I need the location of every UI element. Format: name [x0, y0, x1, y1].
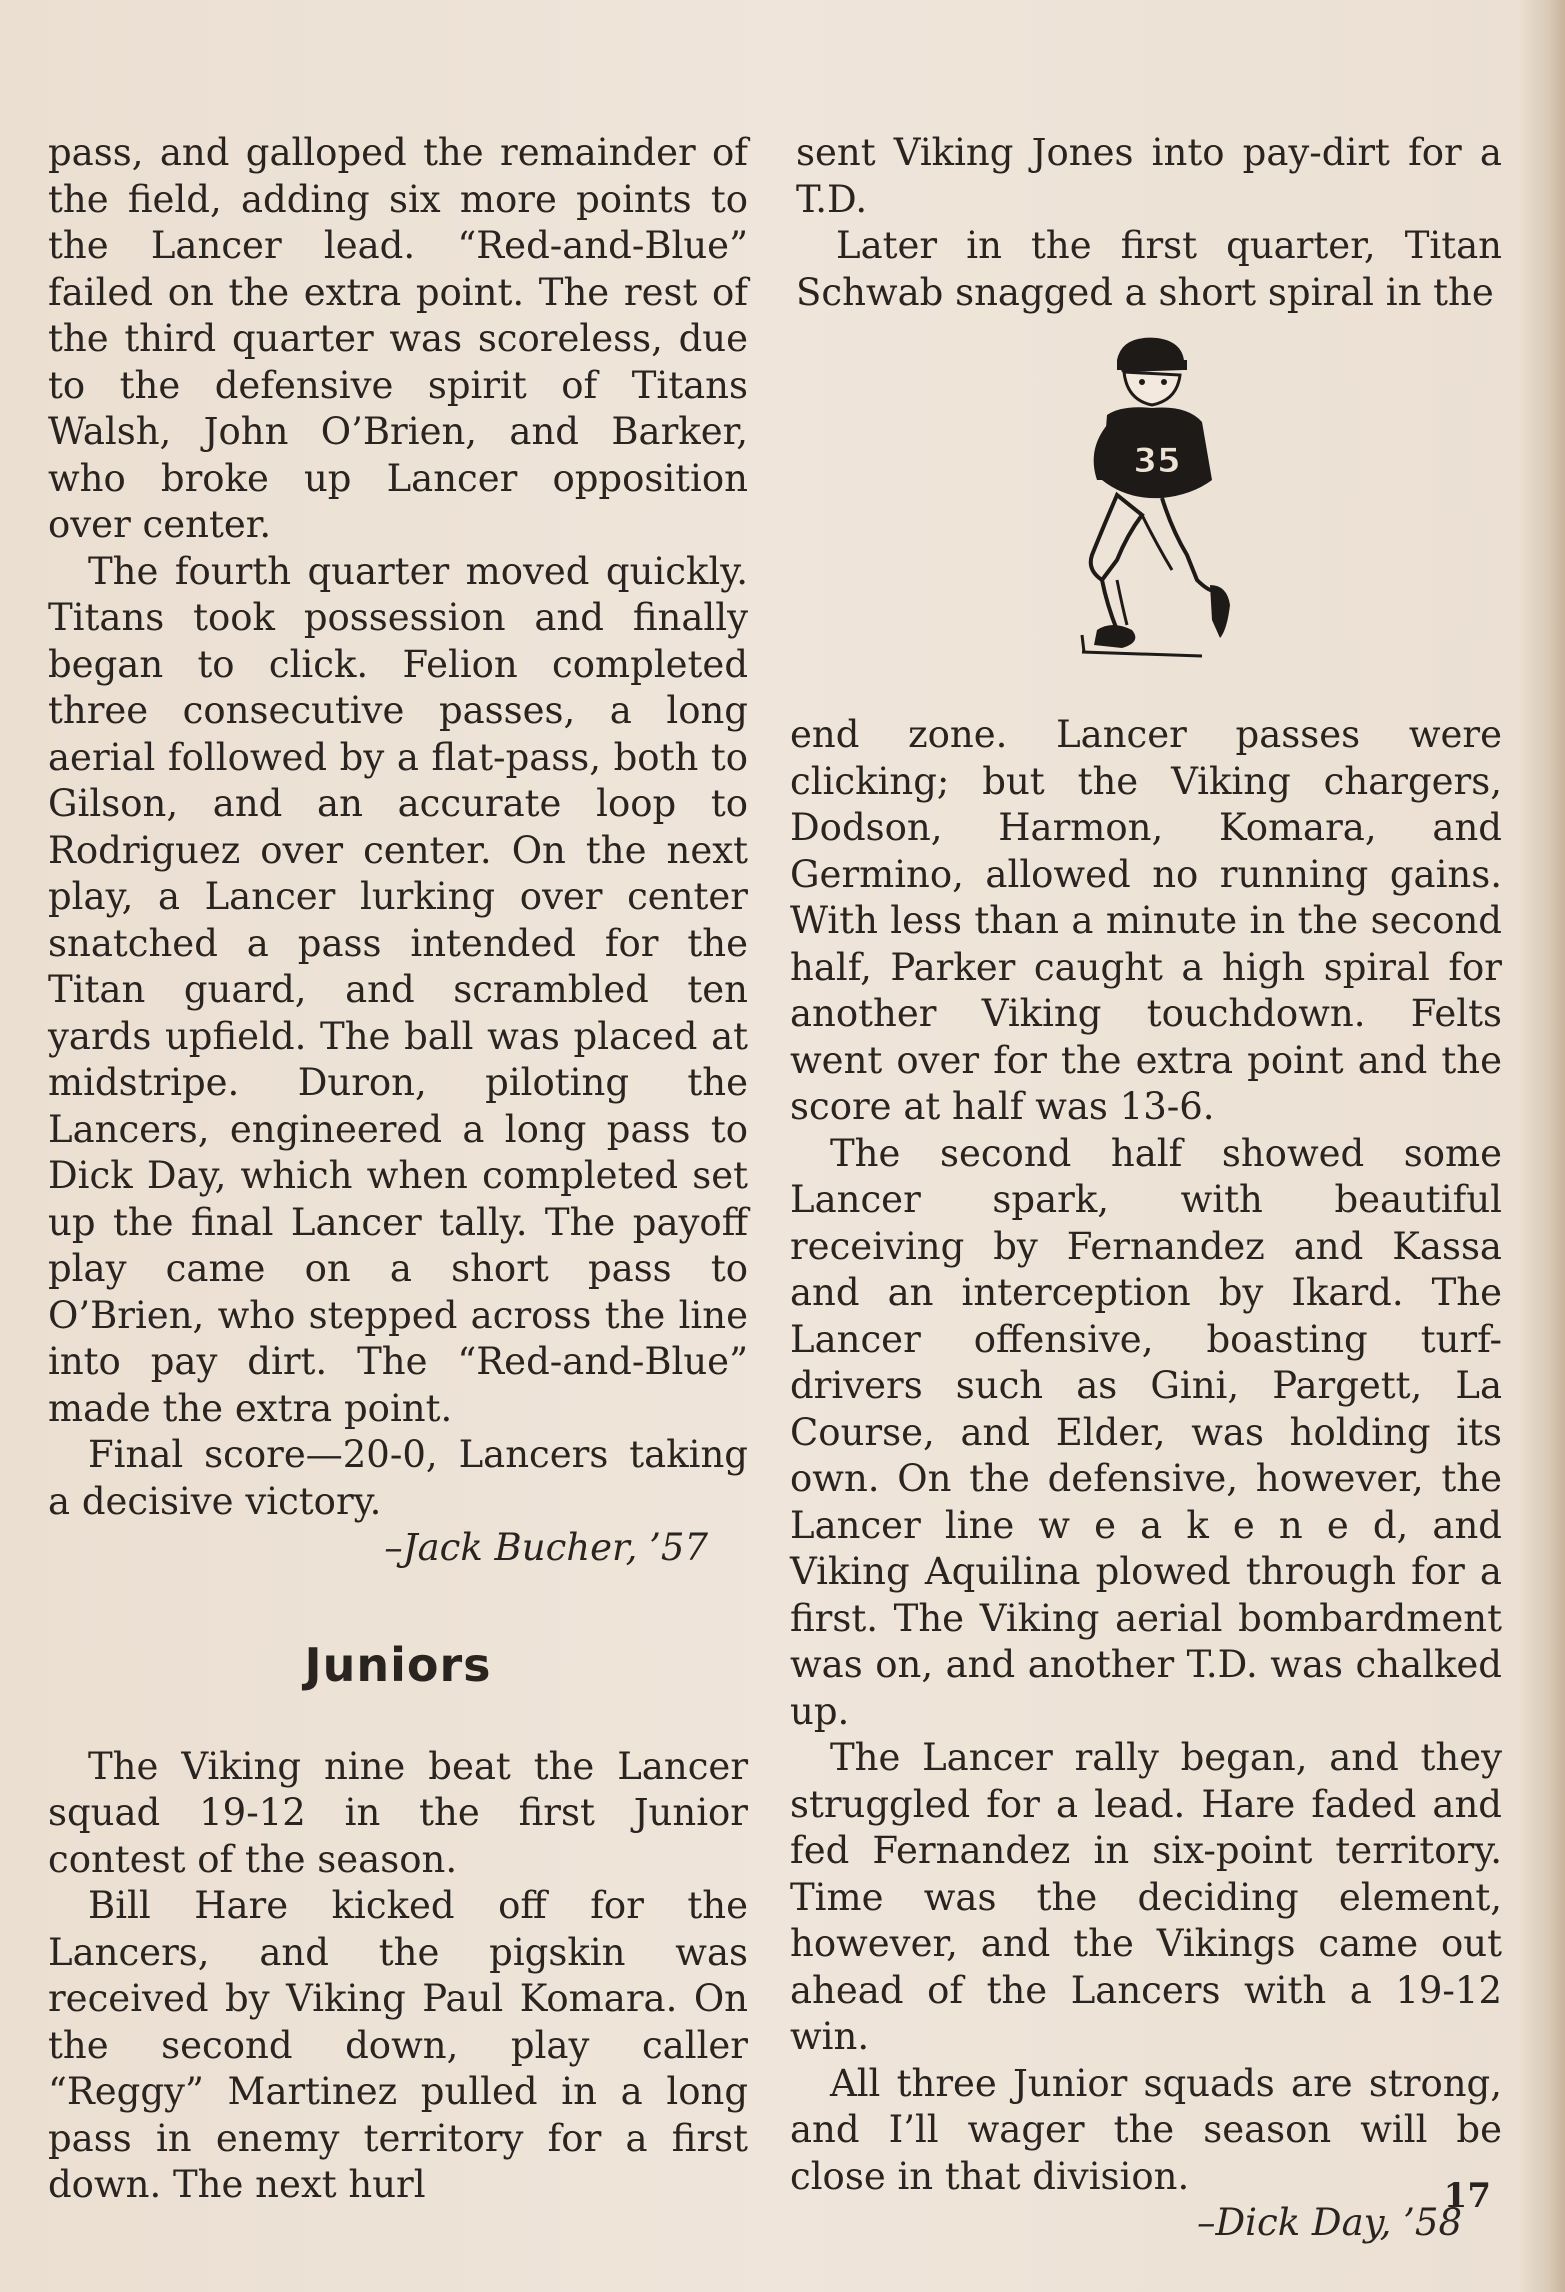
right-column-top	[796, 130, 1502, 316]
left-column	[48, 130, 748, 2209]
right-column-bottom	[790, 712, 1502, 2247]
section-heading: Juniors	[304, 1637, 492, 1692]
paragraph: pass, and galloped the remainder of the field, adding six more points to the Lancer lead. “Red-and-Blue” failed on the extra point. The rest of the third quarter was scoreless, due to the defensive spirit of Titans Walsh, John O’Brien, and Barker, who broke up Lancer opposition over center.	[48, 131, 748, 546]
paragraph: The second half showed some Lancer spark, with beautiful receiving by Fernandez and Kassa and an interception by Ikard. The Lancer offensive, boasting turf-drivers such as Gini, Pargett, La Course, and Elder, was holding its own. On the defensive, however, the Lancer line w e a k e n e d, and Viking Aquilina plowed through for a first. The Viking aerial bombardment was on, and another T.D. was chalked up.	[790, 1131, 1502, 1733]
paragraph: The Lancer rally began, and they struggled for a lead. Hare faded and fed Fernandez in six-point territory. Time was the deciding element, however, and the Vikings came out ahead of the Lancers with a 19-12 win.	[790, 1736, 1502, 2058]
paragraph: Later in the first quarter, Titan Schwab snagged a short spiral in the	[796, 224, 1502, 314]
paragraph: end zone. Lancer passes were clicking; but the Viking chargers, Dodson, Harmon, Komara, and Germino, allowed no running gains. With less than a minute in the second half, Parker caught a high spiral for another Viking touchdown. Felts went over for the extra point and the score at half was 13-6.	[790, 713, 1502, 1128]
author-signature: –Jack Bucher, ’57	[384, 1526, 708, 1569]
paragraph: All three Junior squads are strong, and I’ll wager the season will be close in that division.	[790, 2061, 1502, 2198]
paragraph: sent Viking Jones into pay-dirt for a T.D.	[796, 131, 1502, 221]
author-signature: –Dick Day, ’58	[1197, 2201, 1462, 2244]
paragraph: Bill Hare kicked off for the Lancers, and the pigskin was received by Viking Paul Komara. On the second down, play caller “Reggy” Martinez pulled in a long pass in enemy territory for a first down. The next hurl	[48, 1884, 748, 2206]
paragraph: The fourth quarter moved quickly. Titans took possession and finally began to click. Felion completed three consecutive passes, a long aerial followed by a flat-pass, both to Gilson, and an accurate loop to Rodriguez over center. On the next play, a Lancer lurking over center snatched a pass intended for the Titan guard, and scrambled ten yards upfield. The ball was placed at midstripe. Duron, piloting the Lancers, engineered a long pass to Dick Day, which when completed set up the final Lancer tally. The payoff play came on a short pass to O’Brien, who stepped across the line into pay dirt. The “Red-and-Blue” made the extra point.	[48, 549, 748, 1430]
paragraph: Final score—20-0, Lancers taking a decisive victory.	[48, 1433, 748, 1523]
football-player-icon	[1062, 330, 1262, 700]
page-number: 17	[1443, 2176, 1491, 2216]
svg-text:35: 35	[1133, 441, 1181, 481]
paragraph: The Viking nine beat the Lancer squad 19-12 in the first Junior contest of the season.	[48, 1744, 748, 1881]
